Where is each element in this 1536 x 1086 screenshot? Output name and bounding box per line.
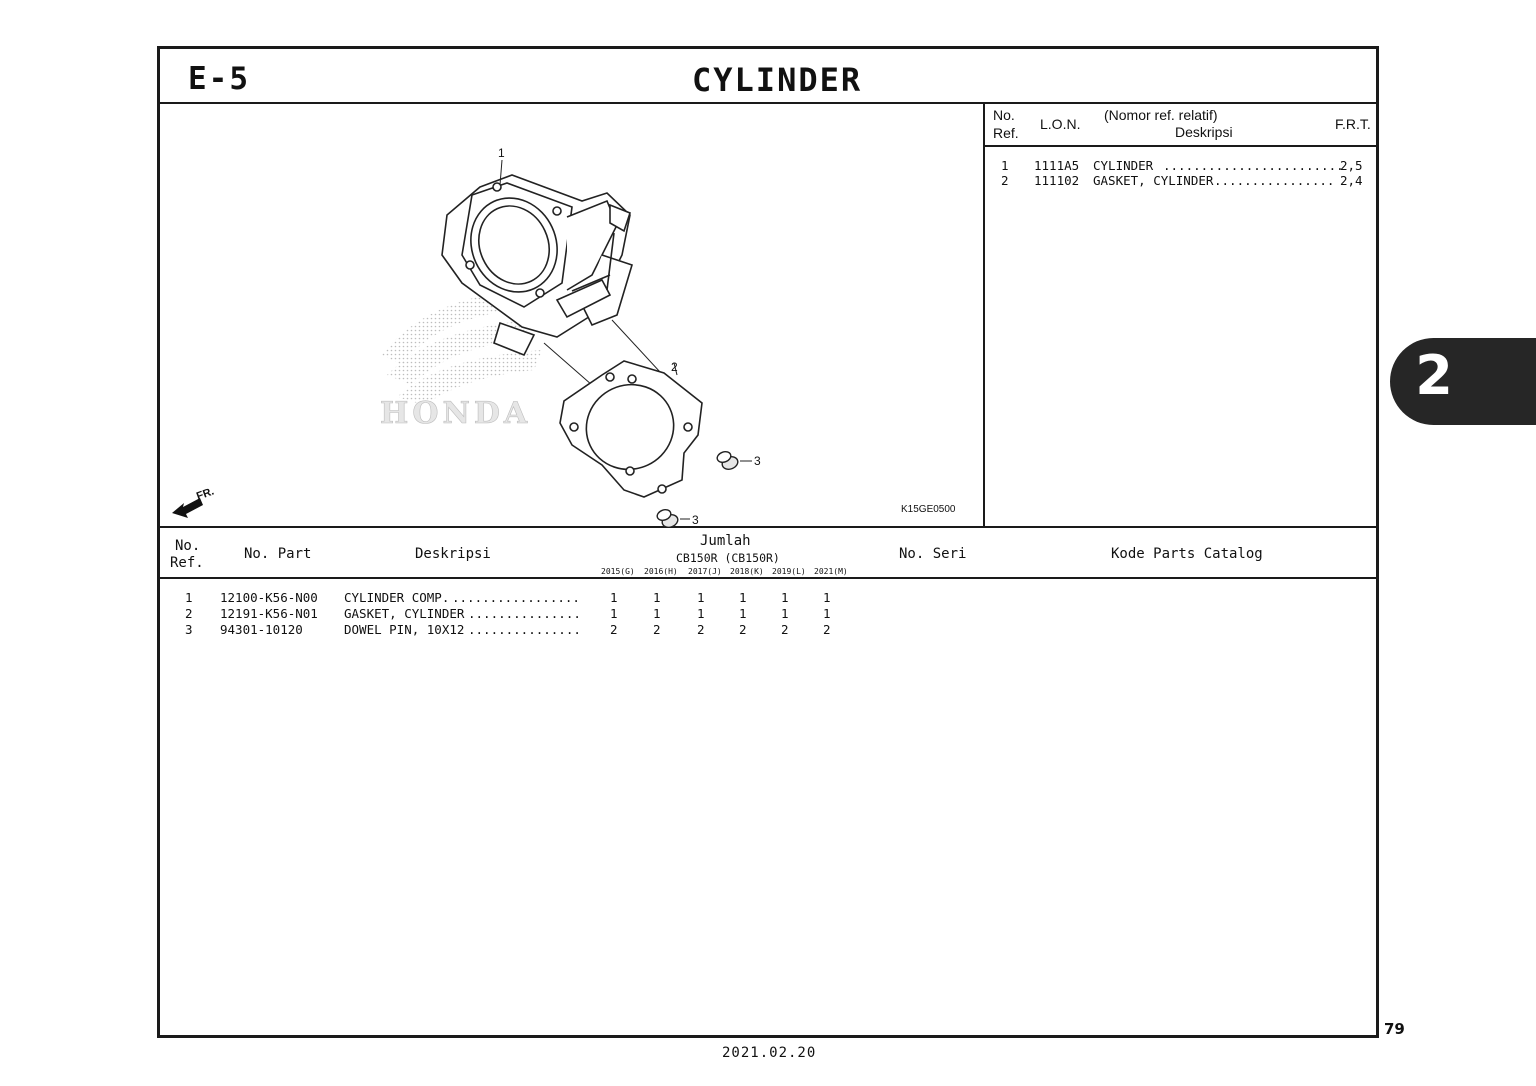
ref-row-leader: ................ <box>1214 173 1335 188</box>
parts-header-seri: No. Seri <box>899 546 967 562</box>
callout-3b: 3 <box>692 513 699 527</box>
row-qty: 1 <box>653 606 661 621</box>
ref-row-desc: CYLINDER <box>1093 158 1154 173</box>
row-description: CYLINDER COMP. <box>344 590 450 605</box>
parts-header-catalog: Kode Parts Catalog <box>1111 546 1263 562</box>
diagram-code: K15GE0500 <box>901 504 956 515</box>
ref-header-desc: Deskripsi <box>1175 124 1233 140</box>
page-number: 79 <box>1384 1020 1405 1038</box>
ref-header-lon: L.O.N. <box>1040 116 1081 132</box>
row-description: GASKET, CYLINDER <box>344 606 465 621</box>
gasket-part <box>560 361 702 497</box>
chapter-tab <box>1390 338 1536 425</box>
chapter-tab-number: 2 <box>1415 344 1453 407</box>
row-qty: 2 <box>697 622 705 637</box>
row-qty: 1 <box>781 606 789 621</box>
row-part-number: 94301-10120 <box>220 622 303 637</box>
row-qty: 1 <box>823 606 831 621</box>
row-description: DOWEL PIN, 10X12 <box>344 622 465 637</box>
row-qty: 2 <box>653 622 661 637</box>
parts-header-desc: Deskripsi <box>415 546 491 562</box>
ref-header-ref: Ref. <box>993 125 1019 141</box>
honda-watermark-text: HONDA <box>380 396 532 431</box>
row-qty: 1 <box>610 590 618 605</box>
cylinder-part <box>442 175 632 355</box>
callout-3a: 3 <box>754 454 761 468</box>
parts-header-part: No. Part <box>244 546 312 562</box>
row-ref: 2 <box>185 606 193 621</box>
ref-row-lon: 111102 <box>1034 173 1080 188</box>
parts-header-model: CB150R (CB150R) <box>676 551 780 565</box>
ref-row-frt: 2,4 <box>1340 173 1363 188</box>
year-column-header: 2018(K) <box>730 567 764 576</box>
ref-header-desc-note: (Nomor ref. relatif) <box>1104 107 1218 123</box>
row-qty: 1 <box>697 590 705 605</box>
ref-row-lon: 1111A5 <box>1034 158 1080 173</box>
ref-header-frt: F.R.T. <box>1335 116 1371 132</box>
ref-row-frt: 2,5 <box>1340 158 1363 173</box>
row-part-number: 12100-K56-N00 <box>220 590 318 605</box>
row-qty: 1 <box>781 590 789 605</box>
front-direction-arrow <box>172 485 216 518</box>
publication-date: 2021.02.20 <box>722 1045 817 1061</box>
row-qty: 1 <box>697 606 705 621</box>
row-part-number: 12191-K56-N01 <box>220 606 318 621</box>
parts-header-divider <box>160 577 1376 579</box>
year-column-header: 2017(J) <box>688 567 722 576</box>
parts-header-qty: Jumlah <box>700 533 751 549</box>
row-qty: 1 <box>610 606 618 621</box>
row-qty: 2 <box>781 622 789 637</box>
parts-header-ref: Ref. <box>170 555 204 571</box>
front-direction-label: FR. <box>194 485 216 503</box>
row-leader: ................. <box>452 590 580 605</box>
row-qty: 1 <box>823 590 831 605</box>
callout-2: 2 <box>671 360 678 374</box>
exploded-parts-diagram <box>162 105 982 527</box>
row-ref: 1 <box>185 590 193 605</box>
title-divider <box>160 102 1376 104</box>
year-column-header: 2016(H) <box>644 567 678 576</box>
row-qty: 1 <box>653 590 661 605</box>
row-qty: 2 <box>823 622 831 637</box>
page-title: CYLINDER <box>692 61 863 99</box>
row-ref: 3 <box>185 622 193 637</box>
row-leader: ............... <box>468 606 581 621</box>
catalog-page-frame <box>157 46 1379 1038</box>
section-code: E-5 <box>188 61 250 97</box>
ref-row-no: 1 <box>1001 158 1009 173</box>
ref-row-no: 2 <box>1001 173 1009 188</box>
row-qty: 1 <box>739 606 747 621</box>
ref-header-no: No. <box>993 107 1015 123</box>
row-qty: 1 <box>739 590 747 605</box>
row-qty: 2 <box>610 622 618 637</box>
year-column-header: 2021(M) <box>814 567 848 576</box>
row-qty: 2 <box>739 622 747 637</box>
parts-header-no: No. <box>175 538 201 554</box>
ref-row-desc: GASKET, CYLINDER <box>1093 173 1214 188</box>
row-leader: ............... <box>468 622 581 637</box>
ref-row-leader: ........................ <box>1163 158 1344 173</box>
ref-header-divider <box>984 145 1376 147</box>
callout-1: 1 <box>498 146 505 160</box>
year-column-header: 2019(L) <box>772 567 806 576</box>
year-column-header: 2015(G) <box>601 567 635 576</box>
diagram-divider <box>983 103 985 527</box>
